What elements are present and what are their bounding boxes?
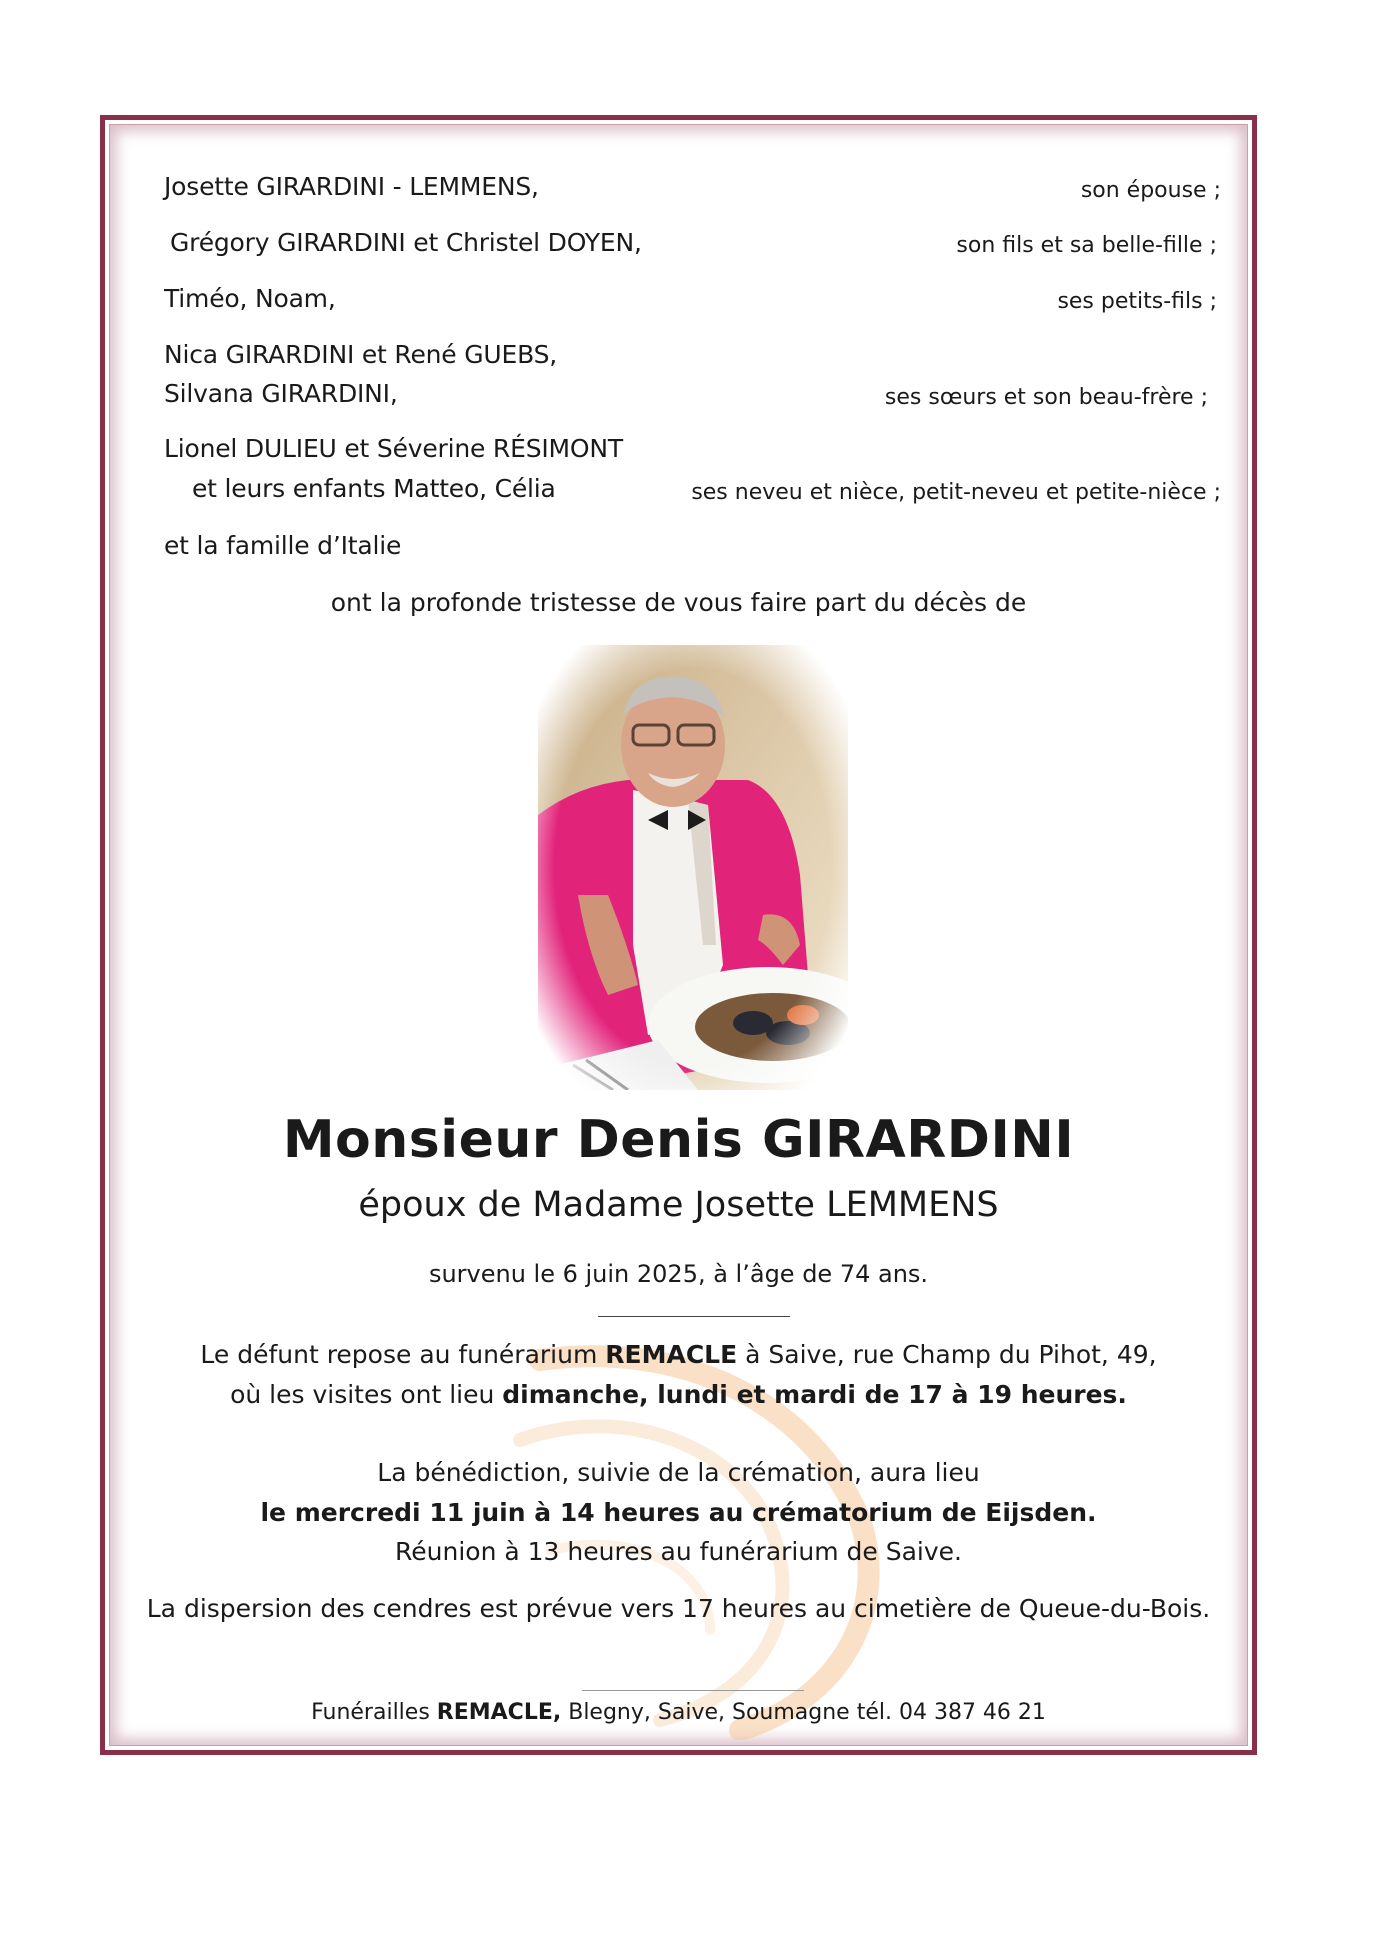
family-name-sisters-2: Silvana GIRARDINI, [164,379,398,408]
ceremony-line-1: La bénédiction, suivie de la crémation, aura lieu [377,1458,980,1487]
deceased-spouse: époux de Madame Josette LEMMENS [358,1185,999,1225]
relation-spouse: son épouse ; [1080,178,1221,203]
family-name-grandsons: Timéo, Noam, [164,284,336,313]
relation-sisters: ses sœurs et son beau-frère ; [884,385,1208,410]
footer-contact: Funérailles REMACLE, Blegny, Saive, Soumagne tél. 04 387 46 21 [311,1700,1046,1725]
family-name-nephew-2: et leurs enfants Matteo, Célia [192,474,556,503]
dispersion: La dispersion des cendres est prévue vers 17 heures au cimetière de Queue-du-Bois. [146,1594,1211,1623]
deceased-name: Monsieur Denis GIRARDINI [282,1110,1075,1170]
deceased-date: survenu le 6 juin 2025, à l’âge de 74 ans. [428,1260,929,1288]
relation-son: son fils et sa belle-fille ; [956,233,1217,258]
relation-grandsons: ses petits-fils ; [1057,289,1217,314]
family-name-son: Grégory GIRARDINI et Christel DOYEN, [170,228,642,257]
family-name-spouse: Josette GIRARDINI - LEMMENS, [164,172,539,201]
announcement: ont la profonde tristesse de vous faire part du décès de [330,588,1027,617]
family-italy: et la famille d’Italie [164,531,402,560]
family-name-sisters-1: Nica GIRARDINI et René GUEBS, [164,340,558,369]
footer-divider [582,1690,804,1691]
deceased-photo [538,645,848,1090]
family-name-nephew-1: Lionel DULIEU et Séverine RÉSIMONT [164,434,623,463]
relation-nephew: ses neveu et nièce, petit-neveu et petite-nièce ; [691,480,1221,505]
visitation-line-1: Le défunt repose au funérarium REMACLE à Saive, rue Champ du Pihot, 49, [200,1340,1157,1369]
divider [598,1316,790,1317]
ceremony-line-2: le mercredi 11 juin à 14 heures au crématorium de Eijsden. [260,1498,1097,1527]
ceremony-line-3: Réunion à 13 heures au funérarium de Saive. [395,1537,962,1566]
visitation-line-2: où les visites ont lieu dimanche, lundi et mardi de 17 à 19 heures. [230,1380,1127,1409]
